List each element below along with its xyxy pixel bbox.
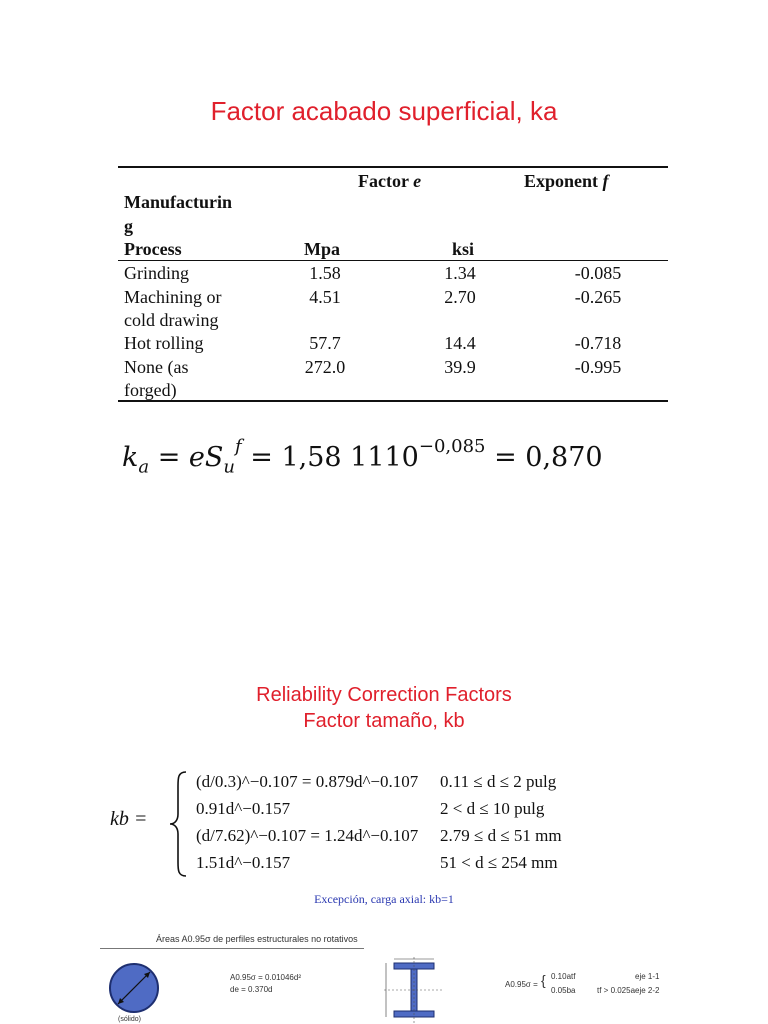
ibeam-axis-2: eje 2-2 [635,986,660,995]
ka-symbol: k [122,442,139,473]
table-bottom-rule [118,400,668,402]
row-hot-rolling-process: Hot rolling [124,333,204,353]
ka-exponent-value: −0,085 [418,436,486,457]
header-process-1: Manufacturin [124,192,232,212]
round-area-line-2: de = 0.370d [230,985,273,994]
ibeam-brace: { [541,972,546,988]
ibeam-case-1: 0.10atf [551,972,576,981]
row-hot-rolling-f: -0.718 [574,333,622,353]
row-machining-process-2: cold drawing [124,310,219,330]
ibeam-axis-1: eje 1-1 [635,972,660,981]
kb-label: kb = [110,808,148,830]
kb-case-4-expr: 1.51d^−0.157 [196,853,291,872]
row-machining-mpa: 4.51 [309,287,341,307]
ka-subscript: a [138,456,150,478]
header-exponent-f: Exponent f [524,171,609,191]
row-hot-rolling-ksi: 14.4 [444,333,476,353]
header-mpa: Mpa [304,239,340,259]
kb-piecewise-formula [110,764,590,884]
kb-case-1-expr: (d/0.3)^−0.107 = 0.879d^−0.107 [196,772,419,791]
row-none-process-1: None (as [124,357,189,377]
ibeam-condition: tf > 0.025a [597,986,636,995]
round-area-formula [230,972,301,996]
table-top-rule [118,166,668,168]
row-none-mpa: 272.0 [304,357,346,377]
e-symbol: e [188,442,205,473]
row-hot-rolling-mpa: 57.7 [309,333,341,353]
i-beam-section-icon [380,955,446,1024]
ibeam-lhs: A0.95σ = [505,980,538,989]
slide-title-size-factor [0,682,768,734]
slide-title-surface-finish: Factor acabado superficial, ka [210,96,558,126]
ka-formula [122,436,603,478]
su-subscript: u [223,456,235,478]
row-grinding-mpa: 1.58 [309,263,341,283]
f-exponent: f [234,436,242,457]
kb-case-2-cond: 2 < d ≤ 10 pulg [440,799,545,818]
solid-section-caption: (sólido) [118,1016,141,1023]
header-ksi: ksi [452,239,475,259]
kb-case-4-cond: 51 < d ≤ 254 mm [440,853,558,872]
row-none-f: -0.995 [574,357,622,377]
header-process-2: g [124,216,133,236]
ibeam-area-formula [505,972,667,1002]
row-machining-process-1: Machining or [124,287,222,307]
ka-substitution: = 1,58 1110 [241,442,419,473]
left-brace-icon [168,770,190,878]
row-grinding-f: -0.085 [574,263,622,283]
kb-case-3-cond: 2.79 ≤ d ≤ 51 mm [440,826,562,845]
title-factor-tamano: Factor tamaño, kb [303,710,465,732]
title-reliability: Reliability Correction Factors [256,684,512,706]
row-grinding-process: Grinding [124,263,189,283]
row-machining-ksi: 2.70 [444,287,476,307]
solid-round-section-icon [108,962,160,1014]
ka-equals: = [149,442,189,473]
ka-result: = 0,870 [485,442,603,473]
header-process-3: Process [124,239,182,259]
areas-divider [100,948,364,949]
round-area-line-1: A0.95σ = 0.01046d² [230,973,301,982]
axial-load-exception: Excepción, carga axial: kb=1 [314,892,454,906]
row-machining-f: -0.265 [574,287,622,307]
table-header-rule [118,260,668,261]
kb-case-3-expr: (d/7.62)^−0.107 = 1.24d^−0.107 [196,826,419,845]
kb-case-1-cond: 0.11 ≤ d ≤ 2 pulg [440,772,557,791]
row-grinding-ksi: 1.34 [444,263,476,283]
areas-caption: Áreas A0.95σ de perfiles estructurales no rotativos [156,934,358,944]
su-symbol: S [204,442,224,473]
header-factor-e: Factor e [358,171,422,191]
ibeam-case-2: 0.05ba [551,986,576,995]
kb-case-2-expr: 0.91d^−0.157 [196,799,291,818]
row-none-ksi: 39.9 [444,357,476,377]
row-none-process-2: forged) [124,380,177,400]
